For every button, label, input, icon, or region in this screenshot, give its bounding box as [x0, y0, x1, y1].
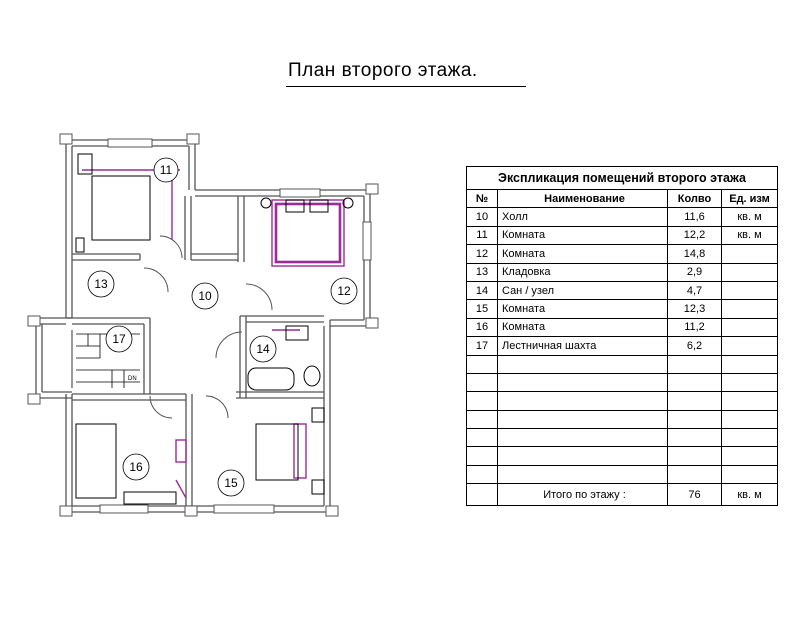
room-number-17: 17 [112, 332, 126, 346]
cell-empty [722, 465, 778, 483]
total-unit: кв. м [722, 484, 778, 506]
cell-empty [668, 447, 722, 465]
cell-empty [498, 447, 668, 465]
cell-qty: 2,9 [668, 263, 722, 281]
cell-unit: кв. м [722, 208, 778, 226]
cell-empty [467, 465, 498, 483]
cell-empty [467, 392, 498, 410]
cell-empty [722, 410, 778, 428]
cell-name: Комната [498, 245, 668, 263]
log-ends [28, 134, 378, 516]
table-header-row [467, 190, 778, 208]
cell-empty [668, 355, 722, 373]
cell-qty: 12,3 [668, 300, 722, 318]
cell-num: 10 [467, 208, 498, 226]
table-row [467, 281, 778, 299]
cell-name: Комната [498, 300, 668, 318]
table-row [467, 208, 778, 226]
table-row-empty [467, 373, 778, 391]
table-row [467, 226, 778, 244]
table-caption: Экспликация помещений второго этажа [467, 167, 778, 190]
cell-unit [722, 300, 778, 318]
cell-empty [722, 355, 778, 373]
table-row [467, 337, 778, 355]
cell-unit [722, 245, 778, 263]
header-num: № [467, 190, 498, 208]
header-unit: Ед. изм [722, 190, 778, 208]
cell-empty [722, 447, 778, 465]
cell-name: Лестничная шахта [498, 337, 668, 355]
cell-empty [498, 392, 668, 410]
cell-empty [467, 429, 498, 447]
cell-unit [722, 318, 778, 336]
cell-unit [722, 337, 778, 355]
cell-qty: 12,2 [668, 226, 722, 244]
table-row [467, 245, 778, 263]
cell-qty: 11,6 [668, 208, 722, 226]
cell-num: 15 [467, 300, 498, 318]
cell-qty: 4,7 [668, 281, 722, 299]
table-row [467, 318, 778, 336]
cell-num: 12 [467, 245, 498, 263]
room-number-16: 16 [129, 460, 143, 474]
cell-empty [467, 373, 498, 391]
table-row-empty [467, 429, 778, 447]
room-number-15: 15 [224, 476, 238, 490]
room-markers [88, 158, 357, 496]
cell-empty [668, 429, 722, 447]
cell-empty [722, 392, 778, 410]
cell-empty [722, 429, 778, 447]
table-row-empty [467, 447, 778, 465]
cell-empty [668, 465, 722, 483]
cell-empty [668, 410, 722, 428]
room-number-13: 13 [94, 277, 108, 291]
cell-empty [498, 373, 668, 391]
cell-empty [498, 355, 668, 373]
cell-unit: кв. м [722, 226, 778, 244]
cell-name: Комната [498, 318, 668, 336]
total-qty: 76 [668, 484, 722, 506]
cell-empty [467, 410, 498, 428]
table-row-empty [467, 410, 778, 428]
stair-dn-label: DN [128, 376, 137, 382]
header-name: Наименование [498, 190, 668, 208]
cell-num: 16 [467, 318, 498, 336]
total-empty-cell [467, 484, 498, 506]
room-schedule-table [466, 166, 778, 506]
table-body [467, 208, 778, 484]
table-row-empty [467, 392, 778, 410]
table-row [467, 263, 778, 281]
table-row-empty [467, 355, 778, 373]
room-number-12: 12 [337, 284, 351, 298]
cell-name: Сан / узел [498, 281, 668, 299]
table-row [467, 300, 778, 318]
room-number-14: 14 [256, 342, 270, 356]
page-title: План второго этажа. [288, 60, 478, 81]
cell-empty [498, 429, 668, 447]
cell-num: 14 [467, 281, 498, 299]
cell-empty [467, 355, 498, 373]
cell-empty [498, 465, 668, 483]
cell-name: Кладовка [498, 263, 668, 281]
cell-num: 13 [467, 263, 498, 281]
cell-empty [668, 392, 722, 410]
header-qty: Колво [668, 190, 722, 208]
cell-qty: 11,2 [668, 318, 722, 336]
table-total-row [467, 484, 778, 506]
cell-qty: 6,2 [668, 337, 722, 355]
cell-num: 11 [467, 226, 498, 244]
cell-qty: 14,8 [668, 245, 722, 263]
cell-empty [467, 447, 498, 465]
total-label: Итого по этажу : [498, 484, 668, 506]
cell-empty [668, 373, 722, 391]
cell-empty [498, 410, 668, 428]
cell-name: Холл [498, 208, 668, 226]
table-row-empty [467, 465, 778, 483]
cell-unit [722, 263, 778, 281]
door-swings [144, 236, 272, 418]
room-number-11: 11 [159, 163, 173, 177]
room-number-10: 10 [198, 289, 212, 303]
cell-num: 17 [467, 337, 498, 355]
cell-unit [722, 281, 778, 299]
cell-name: Комната [498, 226, 668, 244]
cell-empty [722, 373, 778, 391]
